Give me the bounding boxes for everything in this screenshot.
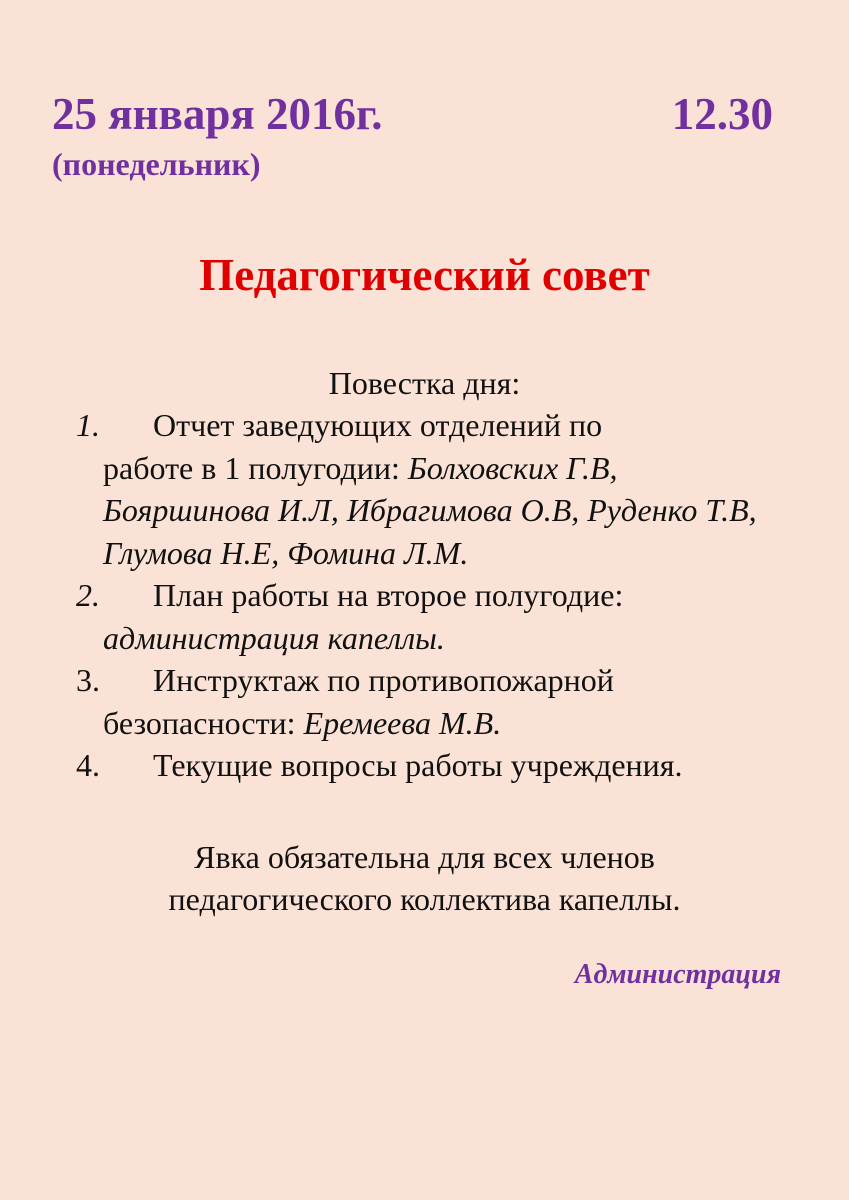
- meeting-date-line: [52, 84, 777, 144]
- signature: Администрация: [574, 959, 781, 990]
- meeting-date: 25 января 2016г.: [52, 89, 383, 139]
- page-title: Педагогический совет: [199, 250, 650, 300]
- agenda-item-text: Текущие вопросы работы учреждения.: [153, 747, 683, 783]
- agenda-item-number: 1.: [76, 407, 100, 443]
- agenda-item-responsible: администрация капеллы.: [103, 619, 445, 656]
- agenda-item-responsible: Болховских Г.В, Бояршинова И.Л, Ибрагимова О.В, Руденко Т.В, Глумова Н.Е, Фомина Л.М.: [103, 449, 757, 571]
- agenda-item-1: [76, 404, 776, 574]
- attendance-notice-line: Явка обязательна для всех членов: [194, 839, 655, 875]
- meeting-time: 12.30: [671, 89, 773, 139]
- agenda-item-responsible: Еремеева М.В.: [303, 704, 502, 741]
- agenda-item-number: 2.: [76, 577, 100, 613]
- meeting-weekday: (понедельник): [52, 146, 261, 182]
- agenda-item-number: 3.: [76, 662, 100, 698]
- agenda-item-text-cont: работе в 1 полугодии:: [103, 449, 408, 486]
- agenda-item-number: 4.: [76, 747, 100, 783]
- agenda-item-text: План работы на второе полугодие:: [153, 577, 624, 613]
- agenda-list: [76, 404, 776, 787]
- agenda-heading: [0, 362, 849, 404]
- agenda-item-text-cont: безопасности:: [103, 704, 304, 741]
- agenda-item-3: [76, 659, 776, 744]
- agenda-heading-text: Повестка дня:: [328, 365, 521, 401]
- agenda-item-text: Отчет заведующих отделений по: [153, 407, 603, 443]
- agenda-item-4: [76, 744, 776, 787]
- agenda-item-text: Инструктаж по противопожарной: [153, 662, 614, 698]
- attendance-notice-line: педагогического коллектива капеллы.: [168, 881, 681, 917]
- attendance-notice: [0, 836, 849, 920]
- agenda-item-2: [76, 574, 776, 659]
